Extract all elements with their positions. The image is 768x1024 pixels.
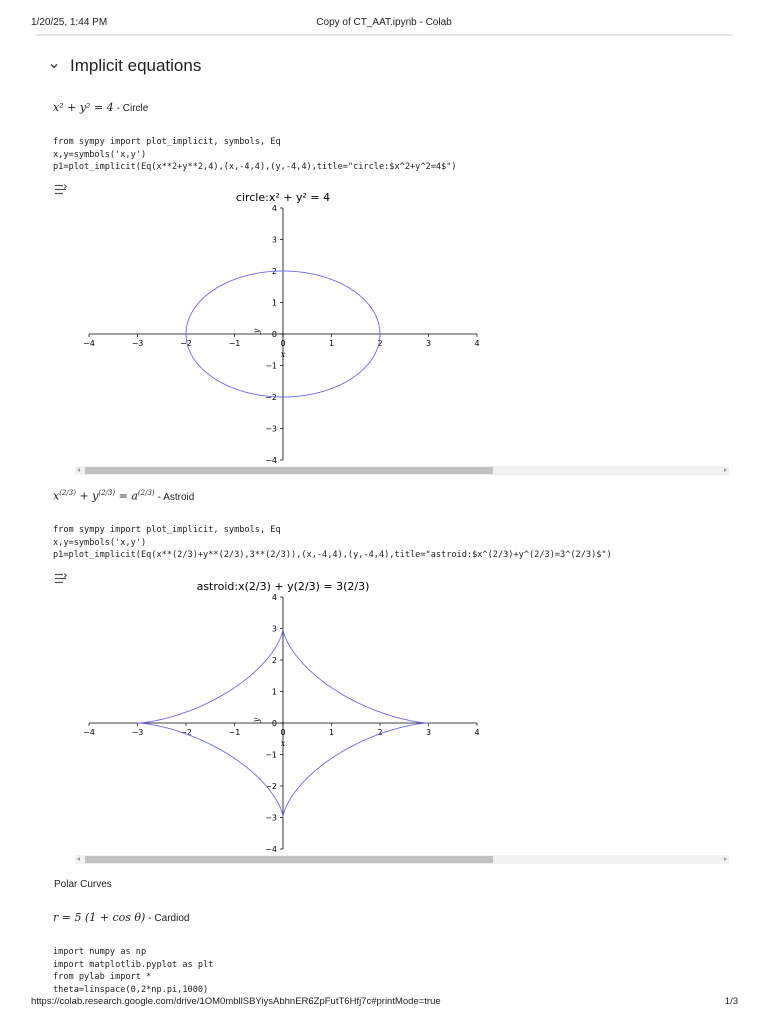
y-tick-label: 3 (271, 624, 277, 634)
x-tick-label: −1 (228, 339, 241, 348)
astroid-equation: $x^{(2/3)} + y^{(2/3)} = a^{(2/3)}$ (53, 489, 155, 503)
page-title: Copy of CT_AAT.ipynb - Colab (316, 17, 452, 28)
y-tick-label: 4 (271, 204, 277, 213)
x-tick-label: 2 (377, 728, 383, 737)
circle-plot (80, 188, 490, 466)
section-heading[interactable] (48, 56, 201, 76)
x-axis-label: x (280, 739, 286, 748)
plot-title: astroid:x(2/3) + y(2/3) = 3(2/3) (196, 580, 370, 593)
x-tick-label: 4 (474, 339, 480, 348)
y-tick-label: 0 (271, 330, 277, 339)
y-axis-label: y (252, 717, 261, 723)
output-scrollbar[interactable] (75, 466, 729, 475)
x-tick-label: −4 (83, 339, 95, 348)
x-tick-label: −3 (131, 728, 144, 737)
y-tick-label: 3 (271, 235, 277, 245)
y-tick-label: −3 (265, 813, 277, 823)
y-tick-label: 4 (271, 593, 277, 602)
y-tick-label: 1 (271, 687, 277, 697)
scroll-right-arrow-icon[interactable] (724, 468, 727, 472)
y-tick-label: −2 (265, 393, 277, 402)
y-tick-label: −4 (265, 845, 277, 854)
section-title: Implicit equations (70, 56, 202, 75)
cardiod-equation: r = 5 (1 + cos θ) (53, 911, 146, 924)
x-tick-label: 3 (425, 728, 432, 737)
x-axis-label: x (280, 350, 286, 359)
markdown-cell-astroid (53, 489, 194, 503)
y-tick-label: 2 (271, 267, 277, 276)
x-tick-label: −1 (228, 728, 241, 737)
header-divider (36, 34, 733, 36)
cardiod-label: - Cardiod (148, 913, 190, 924)
y-tick-label: −2 (265, 782, 277, 791)
circle-label: - Circle (116, 103, 149, 114)
x-tick-label: −2 (180, 728, 192, 737)
scrollbar-thumb[interactable] (85, 467, 493, 474)
y-tick-label: 0 (271, 719, 277, 728)
output-scrollbar[interactable] (75, 855, 729, 864)
y-tick-label: 1 (271, 298, 277, 308)
y-tick-label: 2 (271, 656, 277, 665)
code-cell-circle[interactable]: from sympy import plot_implicit, symbols, Eq x,y=symbols('x,y') p1=plot_implicit(Eq(x**2+y**2,4),(x,-4,4),(y,-4,4),title="circle:$x^2+y^2=4$") (53, 137, 457, 172)
x-tick-label: −4 (83, 728, 95, 737)
page-number: 1/3 (724, 996, 738, 1007)
x-tick-label: 1 (328, 339, 335, 348)
x-tick-label: 0 (280, 339, 286, 348)
footer-url: https://colab.research.google.com/drive/1OM0mbllSBYiysAbhnER6ZpFutT6Hfj7c#printMode=true (31, 996, 441, 1007)
scroll-right-arrow-icon[interactable] (724, 857, 727, 861)
x-tick-label: 0 (280, 728, 286, 737)
output-toggle-icon[interactable] (54, 184, 68, 195)
y-tick-label: −3 (265, 424, 277, 434)
output-toggle-icon[interactable] (54, 573, 68, 584)
x-tick-label: 2 (377, 339, 383, 348)
x-tick-label: 3 (425, 339, 432, 348)
print-datetime: 1/20/25, 1:44 PM (31, 17, 108, 28)
markdown-cell-circle (53, 101, 148, 114)
x-tick-label: 4 (474, 728, 480, 737)
scrollbar-thumb[interactable] (85, 856, 493, 863)
chevron-down-icon[interactable] (48, 60, 60, 72)
astroid-plot (80, 577, 490, 855)
plot-title: circle:x² + y² = 4 (235, 191, 331, 204)
scroll-left-arrow-icon[interactable] (77, 857, 80, 861)
y-tick-label: −1 (265, 361, 277, 371)
y-axis-label: y (252, 328, 261, 334)
code-cell-cardiod[interactable]: import numpy as np import matplotlib.pyplot as plt from pylab import * theta=linspace(0,2*np.pi,1000) (53, 947, 214, 995)
x-tick-label: −2 (180, 339, 192, 348)
circle-equation: x² + y² = 4 (53, 101, 114, 114)
scroll-left-arrow-icon[interactable] (77, 468, 80, 472)
axes (83, 204, 479, 465)
polar-heading: Polar Curves (54, 879, 112, 890)
x-tick-label: 1 (328, 728, 335, 737)
x-tick-label: −3 (131, 339, 144, 348)
y-tick-label: −1 (265, 750, 277, 760)
astroid-label: - Astroid (157, 491, 195, 503)
y-tick-label: −4 (265, 456, 277, 465)
markdown-cell-cardiod (53, 911, 189, 924)
code-cell-astroid[interactable]: from sympy import plot_implicit, symbols, Eq x,y=symbols('x,y') p1=plot_implicit(Eq(x**(2/3)+y**(2/3),3**(2/3)),(x,-4,4),(y,-4,4),title="astroid:$x^(2/3)+y^(2/3)=3^(2/3)$") (53, 525, 612, 560)
